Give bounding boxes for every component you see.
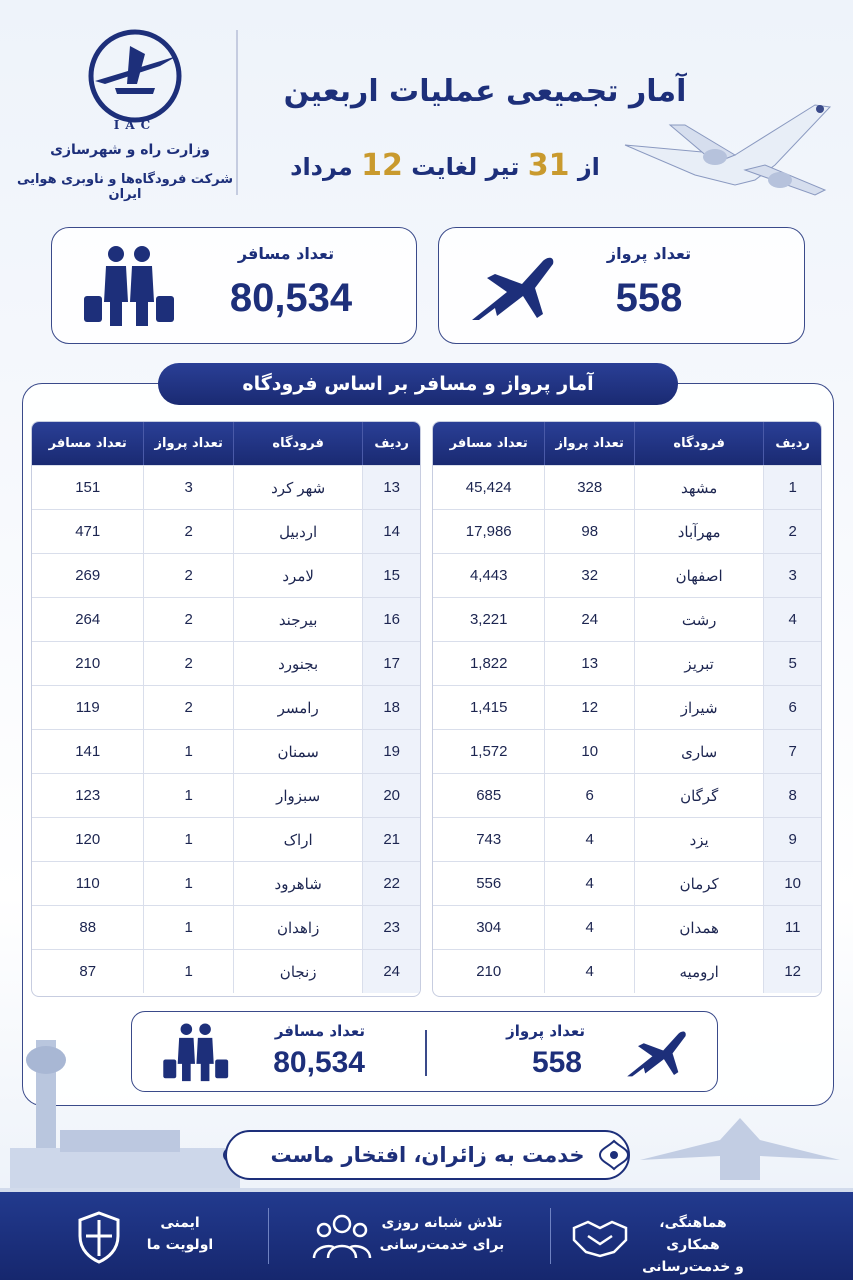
cell-airport: مهرآباد bbox=[634, 510, 763, 553]
table-row bbox=[433, 729, 821, 773]
cell-airport: تبریز bbox=[634, 642, 763, 685]
passengers-value: 80,534 bbox=[229, 276, 353, 320]
cell-flights: 1 bbox=[143, 906, 233, 949]
footer-item-coordination bbox=[633, 1212, 753, 1278]
airport-table-right bbox=[432, 421, 822, 997]
cell-rank: 18 bbox=[362, 686, 420, 729]
cell-flights: 2 bbox=[143, 598, 233, 641]
cell-passengers: 556 bbox=[476, 875, 502, 892]
footer-divider bbox=[550, 1208, 551, 1264]
cell-airport: شهر کرد bbox=[233, 466, 362, 509]
cell-rank: 15 bbox=[362, 554, 420, 597]
table-row bbox=[32, 465, 420, 509]
cell-airport: شاهرود bbox=[233, 862, 362, 905]
ornament-icon bbox=[598, 1139, 630, 1171]
cell-airport: زنجان bbox=[233, 950, 362, 993]
logo-block bbox=[16, 20, 234, 210]
footer-item3-line1: ایمنی bbox=[160, 1215, 200, 1231]
subtitle-suffix: مرداد bbox=[290, 153, 353, 181]
table-row bbox=[32, 509, 420, 553]
cell-airport: بیرجند bbox=[233, 598, 362, 641]
cell-passengers: 1,822 bbox=[469, 655, 508, 672]
cell-flights: 2 bbox=[143, 554, 233, 597]
footer-item1-line1: هماهنگی، همکاری bbox=[659, 1215, 727, 1253]
cell-passengers: 88 bbox=[79, 919, 97, 936]
cell-airport: رشت bbox=[634, 598, 763, 641]
cell-rank: 8 bbox=[763, 774, 821, 817]
cell-flights: 1 bbox=[143, 730, 233, 773]
cell-rank: 11 bbox=[763, 906, 821, 949]
table-row bbox=[433, 597, 821, 641]
cell-rank: 5 bbox=[763, 642, 821, 685]
summary-flights-value: 558 bbox=[531, 1046, 582, 1079]
cell-passengers: 3,221 bbox=[469, 611, 508, 628]
cell-passengers: 685 bbox=[476, 787, 502, 804]
table-row bbox=[32, 905, 420, 949]
cell-rank: 1 bbox=[763, 466, 821, 509]
header-divider bbox=[236, 30, 238, 195]
plane-icon bbox=[467, 250, 557, 325]
cell-flights: 6 bbox=[544, 774, 634, 817]
cell-rank: 17 bbox=[362, 642, 420, 685]
page-title: آمار تجمیعی عملیات اربعین bbox=[283, 74, 687, 109]
cell-flights: 4 bbox=[544, 950, 634, 993]
cell-passengers: 45,424 bbox=[465, 479, 512, 496]
footer-item-safety bbox=[130, 1212, 230, 1256]
cell-flights: 4 bbox=[544, 862, 634, 905]
table-row bbox=[433, 685, 821, 729]
cell-airport: اصفهان bbox=[634, 554, 763, 597]
table-header bbox=[32, 422, 420, 465]
table-row bbox=[433, 509, 821, 553]
cell-flights: 2 bbox=[143, 642, 233, 685]
table-header bbox=[433, 422, 821, 465]
cell-passengers: 269 bbox=[75, 567, 101, 584]
table-row bbox=[32, 817, 420, 861]
cell-flights: 1 bbox=[143, 950, 233, 993]
cell-airport: کرمان bbox=[634, 862, 763, 905]
cell-airport: گرگان bbox=[634, 774, 763, 817]
cell-flights: 3 bbox=[143, 466, 233, 509]
footer-item2-line2: برای خدمت‌رسانی bbox=[379, 1237, 505, 1253]
table-row bbox=[433, 817, 821, 861]
cell-airport: سبزوار bbox=[233, 774, 362, 817]
table-row bbox=[32, 553, 420, 597]
table-row bbox=[433, 773, 821, 817]
passengers-label: تعداد مسافر bbox=[237, 244, 335, 263]
cell-rank: 2 bbox=[763, 510, 821, 553]
table-row bbox=[433, 949, 821, 993]
cell-flights: 98 bbox=[544, 510, 634, 553]
page-subtitle bbox=[250, 148, 640, 183]
company-name: شرکت فرودگاه‌ها و ناوبری هوایی ایران bbox=[16, 172, 234, 202]
cell-passengers: 120 bbox=[75, 831, 101, 848]
cell-airport: بجنورد bbox=[233, 642, 362, 685]
cell-rank: 21 bbox=[362, 818, 420, 861]
cell-passengers: 743 bbox=[476, 831, 502, 848]
cell-airport: مشهد bbox=[634, 466, 763, 509]
cell-passengers: 1,415 bbox=[469, 699, 508, 716]
cell-rank: 3 bbox=[763, 554, 821, 597]
cell-airport: زاهدان bbox=[233, 906, 362, 949]
header-airport: فرودگاه bbox=[233, 422, 362, 465]
cell-passengers: 110 bbox=[75, 875, 100, 892]
summary-passengers-value: 80,534 bbox=[273, 1046, 365, 1079]
subtitle-mid: تیر لغایت bbox=[411, 153, 520, 181]
handshake-icon bbox=[570, 1214, 630, 1260]
cell-airport: لامرد bbox=[233, 554, 362, 597]
footer-item2-line1: تلاش شبانه روزی bbox=[381, 1215, 503, 1231]
cell-airport: سمنان bbox=[233, 730, 362, 773]
table-row bbox=[32, 773, 420, 817]
section-title: آمار پرواز و مسافر بر اساس فرودگاه bbox=[158, 363, 678, 405]
table-row bbox=[433, 861, 821, 905]
cell-passengers: 1,572 bbox=[469, 743, 508, 760]
cell-passengers: 119 bbox=[75, 699, 100, 716]
cell-flights: 1 bbox=[143, 774, 233, 817]
table-row bbox=[32, 861, 420, 905]
cell-airport: رامسر bbox=[233, 686, 362, 729]
header-passengers: تعداد مسافر bbox=[48, 436, 127, 451]
table-row bbox=[433, 905, 821, 949]
cell-flights: 328 bbox=[544, 466, 634, 509]
slogan: خدمت به زائران، افتخار ماست bbox=[225, 1130, 630, 1180]
header-flights: تعداد پرواز bbox=[544, 422, 634, 465]
footer-divider bbox=[268, 1208, 269, 1264]
airport-table-left bbox=[31, 421, 421, 997]
cell-flights: 12 bbox=[544, 686, 634, 729]
flights-card bbox=[438, 227, 805, 344]
cell-passengers: 264 bbox=[75, 611, 101, 628]
cell-flights: 4 bbox=[544, 906, 634, 949]
cell-flights: 10 bbox=[544, 730, 634, 773]
people-icon bbox=[312, 1212, 372, 1262]
cell-rank: 19 bbox=[362, 730, 420, 773]
header-flights: تعداد پرواز bbox=[143, 422, 233, 465]
cell-passengers: 304 bbox=[476, 919, 502, 936]
flights-label: تعداد پرواز bbox=[606, 244, 692, 263]
cell-airport: همدان bbox=[634, 906, 763, 949]
cell-rank: 22 bbox=[362, 862, 420, 905]
cell-passengers: 471 bbox=[75, 523, 101, 540]
cell-passengers: 123 bbox=[75, 787, 101, 804]
cell-passengers: 17,986 bbox=[465, 523, 512, 540]
header-passengers: تعداد مسافر bbox=[449, 436, 528, 451]
cell-airport: ساری bbox=[634, 730, 763, 773]
cell-airport: شیراز bbox=[634, 686, 763, 729]
cell-rank: 20 bbox=[362, 774, 420, 817]
table-row bbox=[32, 729, 420, 773]
cell-airport: اراک bbox=[233, 818, 362, 861]
footer-item1-line2: و خدمت‌رسانی bbox=[642, 1259, 744, 1275]
cell-rank: 14 bbox=[362, 510, 420, 553]
shield-icon bbox=[76, 1210, 122, 1264]
footer-item-effort bbox=[372, 1212, 512, 1256]
cell-airport: ارومیه bbox=[634, 950, 763, 993]
header-rank: ردیف bbox=[362, 422, 420, 465]
cell-airport: اردبیل bbox=[233, 510, 362, 553]
cell-rank: 12 bbox=[763, 950, 821, 993]
summary-passengers-label: تعداد مسافر bbox=[274, 1022, 365, 1040]
airplane-illustration bbox=[615, 85, 840, 215]
subtitle-prefix: از bbox=[577, 153, 600, 181]
footer bbox=[0, 1192, 853, 1280]
cell-flights: 1 bbox=[143, 818, 233, 861]
footer-item3-line2: اولویت ما bbox=[146, 1237, 214, 1253]
cell-flights: 2 bbox=[143, 510, 233, 553]
summary-flights-label: تعداد پرواز bbox=[506, 1022, 585, 1040]
cell-rank: 6 bbox=[763, 686, 821, 729]
header-airport: فرودگاه bbox=[634, 422, 763, 465]
cell-flights: 32 bbox=[544, 554, 634, 597]
table-row bbox=[32, 597, 420, 641]
cell-flights: 13 bbox=[544, 642, 634, 685]
table-row bbox=[433, 641, 821, 685]
cell-flights: 24 bbox=[544, 598, 634, 641]
iac-logo bbox=[85, 26, 185, 126]
ministry-name: وزارت راه و شهرسازی bbox=[50, 142, 210, 158]
cell-passengers: 141 bbox=[75, 743, 101, 760]
passengers-card bbox=[51, 227, 417, 344]
table-row bbox=[32, 641, 420, 685]
cell-passengers: 210 bbox=[476, 963, 502, 980]
table-row bbox=[32, 685, 420, 729]
cell-rank: 10 bbox=[763, 862, 821, 905]
cell-passengers: 151 bbox=[75, 479, 101, 496]
flights-value: 558 bbox=[615, 276, 683, 320]
cell-rank: 9 bbox=[763, 818, 821, 861]
subtitle-day2: 12 bbox=[361, 148, 403, 183]
cell-passengers: 87 bbox=[79, 963, 97, 980]
cell-rank: 7 bbox=[763, 730, 821, 773]
table-row bbox=[32, 949, 420, 993]
cell-flights: 2 bbox=[143, 686, 233, 729]
table-row bbox=[433, 465, 821, 509]
cell-rank: 23 bbox=[362, 906, 420, 949]
subtitle-day1: 31 bbox=[527, 148, 570, 183]
cell-flights: 1 bbox=[143, 862, 233, 905]
logo-text: IAC bbox=[113, 118, 157, 132]
cell-rank: 13 bbox=[362, 466, 420, 509]
cell-rank: 16 bbox=[362, 598, 420, 641]
cell-passengers: 4,443 bbox=[469, 567, 508, 584]
header-rank: ردیف bbox=[763, 422, 821, 465]
table-row bbox=[433, 553, 821, 597]
cell-airport: یزد bbox=[634, 818, 763, 861]
travelers-icon bbox=[80, 244, 176, 330]
cell-flights: 4 bbox=[544, 818, 634, 861]
cell-rank: 4 bbox=[763, 598, 821, 641]
cell-passengers: 210 bbox=[75, 655, 101, 672]
cell-rank: 24 bbox=[362, 950, 420, 993]
